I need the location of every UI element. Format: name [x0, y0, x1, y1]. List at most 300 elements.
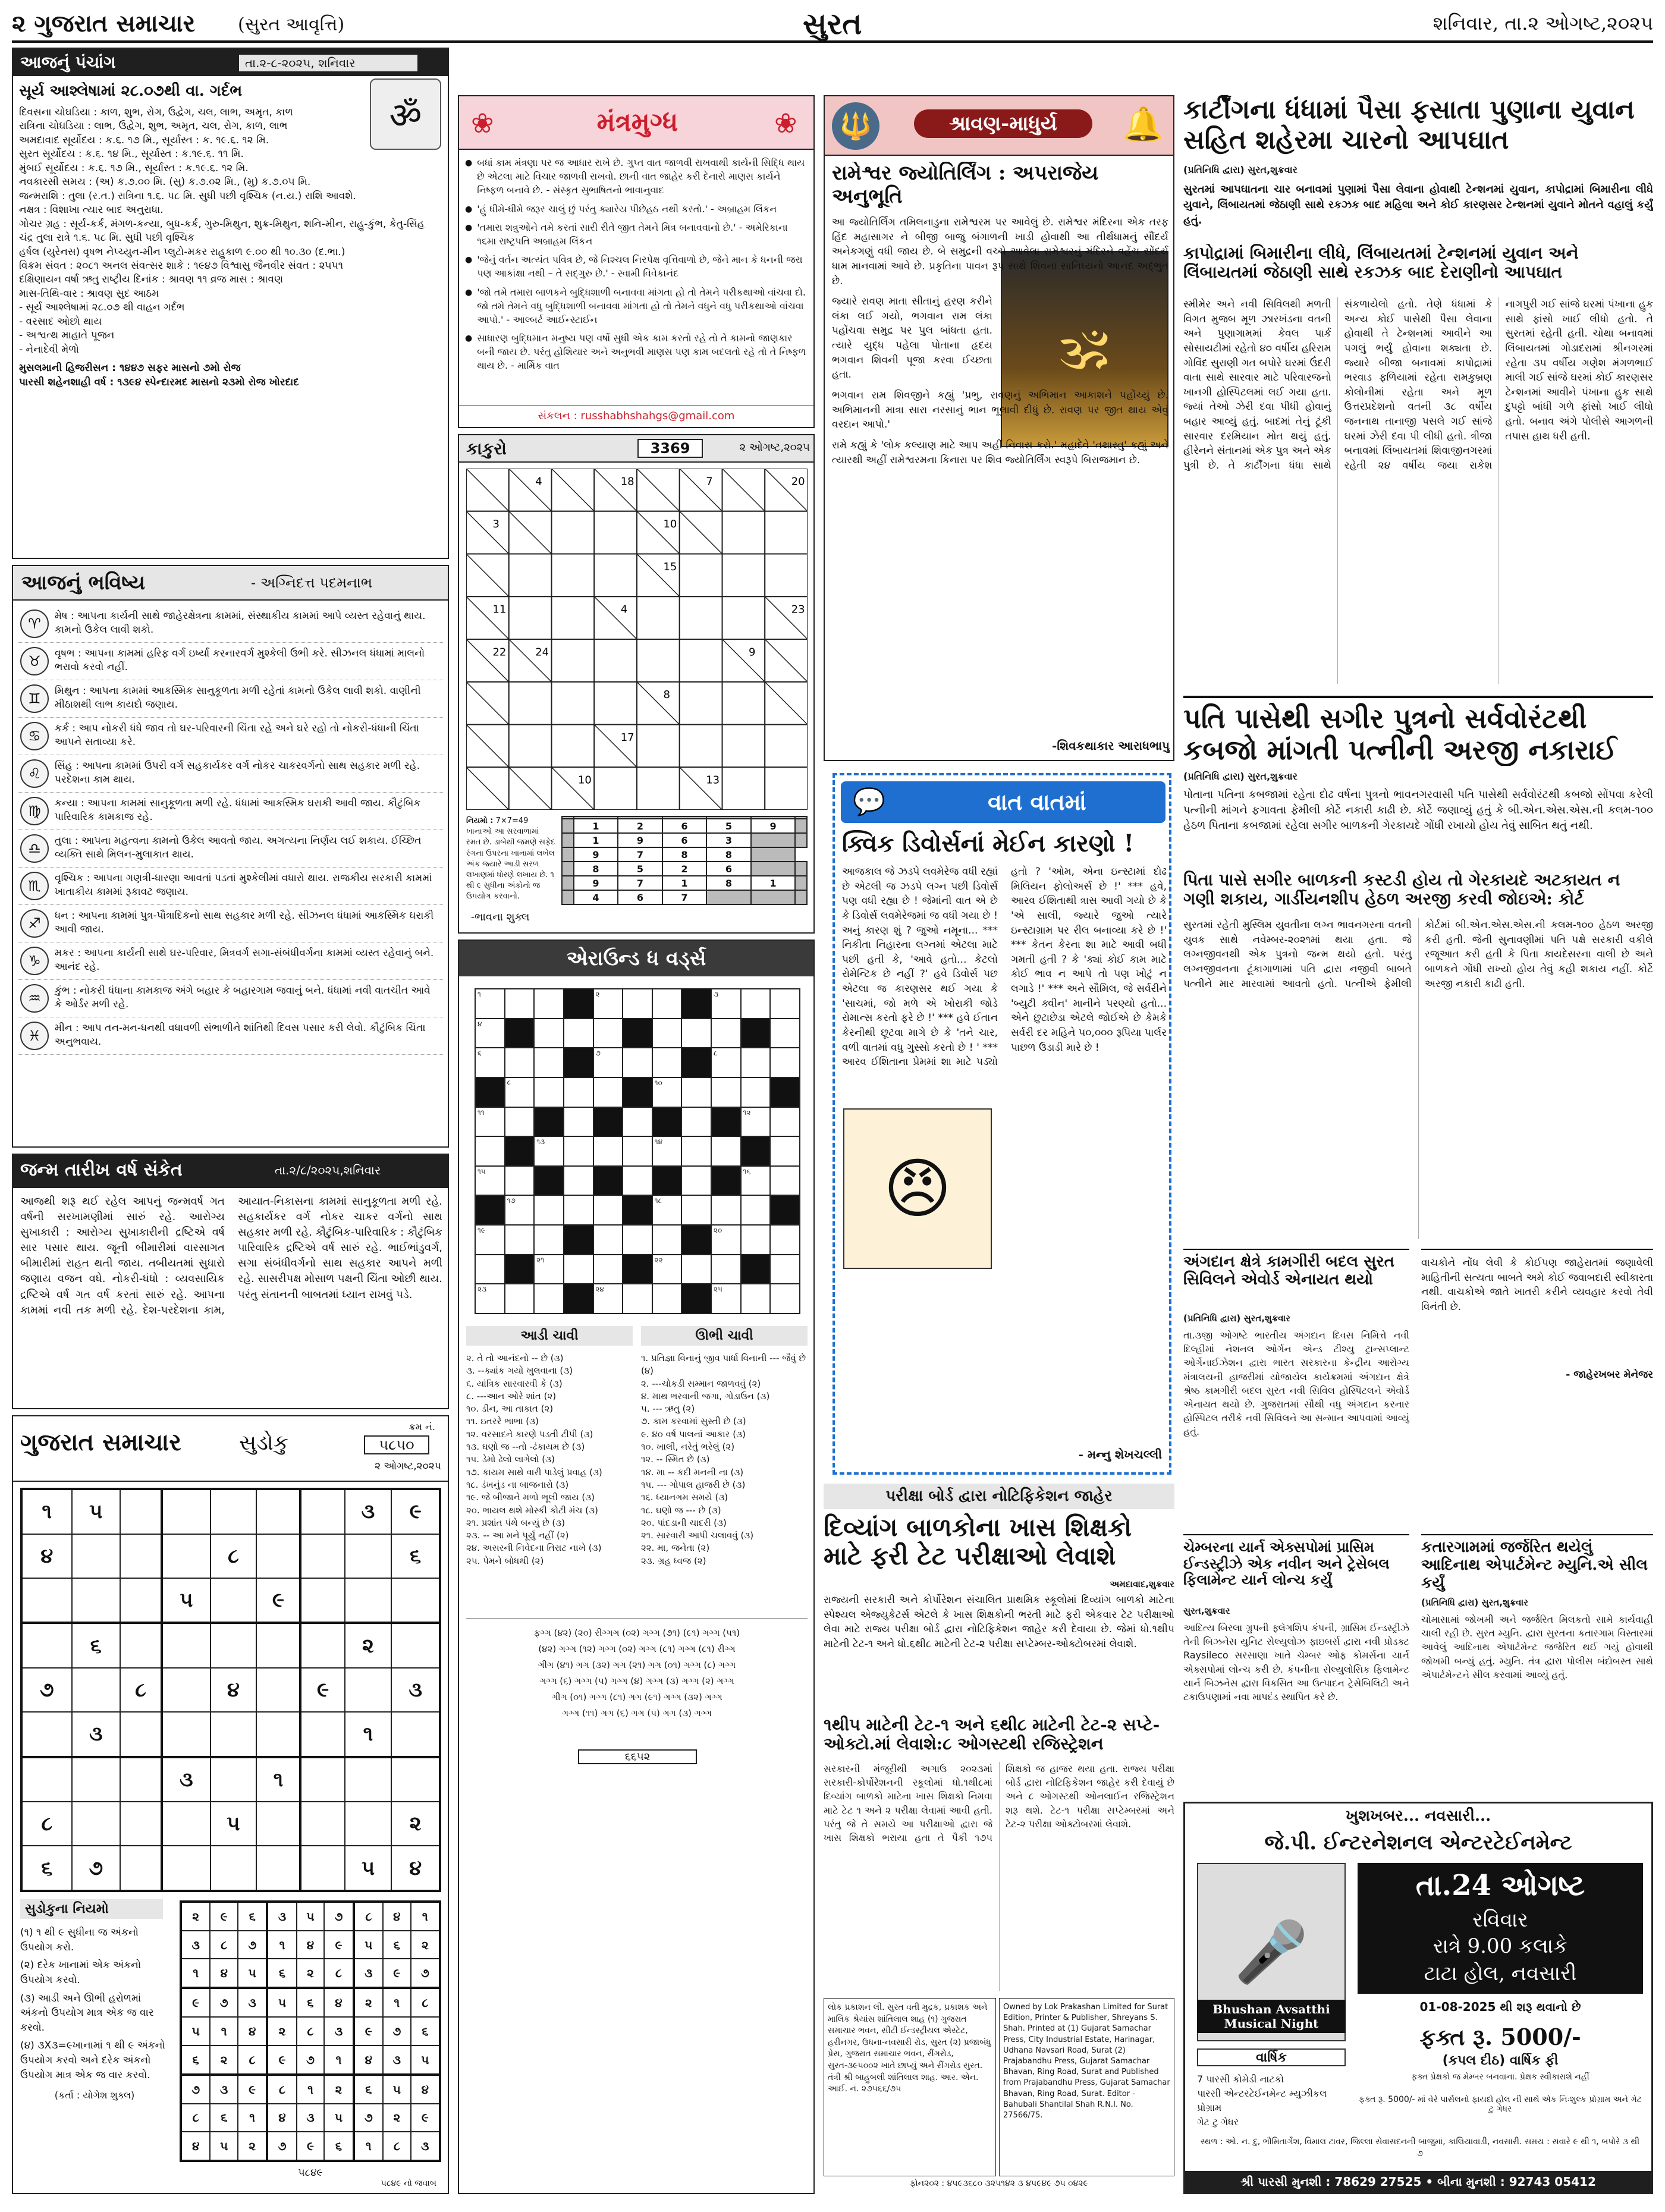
grid-cell[interactable]: ૫ — [72, 1489, 121, 1534]
grid-cell[interactable]: ૭ — [354, 2104, 383, 2132]
crossword-cell[interactable] — [593, 1136, 623, 1166]
grid-cell[interactable]: ૪ — [238, 2017, 267, 2045]
grid-cell[interactable]: ૪ — [210, 1959, 238, 1988]
crossword-cell[interactable] — [681, 1077, 711, 1107]
grid-cell[interactable]: ૩ — [345, 1489, 392, 1534]
crossword-cell[interactable] — [534, 1019, 564, 1048]
mantra-quote — [465, 331, 809, 373]
grid-cell[interactable] — [162, 1489, 211, 1534]
grid-cell[interactable]: ૭ — [324, 1902, 353, 1931]
kakuro-cell[interactable] — [765, 511, 808, 554]
crossword-cell[interactable] — [711, 989, 741, 1019]
kakuro-cell[interactable] — [509, 725, 552, 768]
crossword-cell[interactable] — [475, 1048, 505, 1077]
grid-cell[interactable]: ૧ — [238, 2104, 267, 2132]
crossword-cell[interactable] — [770, 1166, 800, 1196]
grid-cell[interactable]: ૨ — [391, 1802, 440, 1846]
crossword-cell[interactable] — [593, 1019, 623, 1048]
crossword-cell[interactable] — [711, 1048, 741, 1077]
grid-cell[interactable]: ૧ — [297, 2075, 325, 2104]
grid-cell[interactable]: ૮ — [210, 1931, 238, 1959]
grid-cell[interactable]: ૩ — [181, 1931, 210, 1959]
kakuro-cell[interactable] — [637, 639, 680, 682]
kakuro-cell[interactable] — [509, 682, 552, 725]
grid-cell[interactable]: ૩ — [72, 1712, 121, 1757]
grid-cell[interactable]: ૭ — [267, 2132, 296, 2161]
grid-cell[interactable] — [162, 1668, 211, 1712]
kakuro-cell[interactable] — [722, 767, 765, 810]
grid-cell[interactable]: ૯ — [300, 1668, 344, 1712]
grid-cell[interactable]: ૬ — [297, 1988, 325, 2017]
grid-cell[interactable]: ૧ — [210, 2017, 238, 2045]
kakuro-cell[interactable] — [509, 596, 552, 639]
kakuro-cell[interactable] — [594, 767, 637, 810]
grid-cell[interactable]: ૭ — [210, 1988, 238, 2017]
grid-cell[interactable]: ૫ — [162, 1578, 211, 1623]
grid-cell[interactable] — [256, 1668, 300, 1712]
grid-cell[interactable]: ૮ — [297, 2017, 325, 2045]
crossword-cell[interactable] — [711, 1077, 741, 1107]
grid-cell[interactable]: ૯ — [181, 1988, 210, 2017]
grid-cell[interactable] — [391, 1578, 440, 1623]
grid-cell[interactable] — [72, 1534, 121, 1578]
grid-cell[interactable]: ૫ — [211, 1802, 257, 1846]
grid-cell[interactable]: ૯ — [238, 2075, 267, 2104]
grid-cell[interactable] — [211, 1578, 257, 1623]
grid-cell[interactable]: ૪ — [21, 1534, 72, 1578]
grid-cell[interactable]: ૮ — [324, 1959, 353, 1988]
grid-cell[interactable] — [211, 1623, 257, 1668]
kakuro-cell[interactable] — [594, 639, 637, 682]
crossword-cell[interactable] — [593, 1048, 623, 1077]
kakuro-cell[interactable] — [594, 682, 637, 725]
kakuro-clue: 8 — [663, 689, 670, 702]
crossword-cell[interactable] — [475, 1107, 505, 1137]
grid-cell[interactable] — [21, 1757, 72, 1802]
crossword-cell[interactable] — [711, 1136, 741, 1166]
grid-cell[interactable]: ૭ — [72, 1846, 121, 1891]
grid-cell[interactable]: ૯ — [383, 1959, 411, 1988]
crossword-cell[interactable] — [475, 989, 505, 1019]
grid-cell[interactable] — [300, 1489, 344, 1534]
crossword-cell[interactable] — [505, 1166, 535, 1196]
crossword-cell[interactable] — [534, 989, 564, 1019]
crossword-cell[interactable] — [534, 1048, 564, 1077]
grid-cell[interactable]: ૯ — [210, 1902, 238, 1931]
crossword-cell[interactable] — [652, 1225, 682, 1255]
grid-cell[interactable]: ૫ — [411, 2046, 440, 2075]
kakuro-cell[interactable] — [680, 596, 722, 639]
crossword-cell[interactable] — [564, 1077, 593, 1107]
crossword-cell[interactable] — [652, 1284, 682, 1314]
grid-cell[interactable]: ૭ — [297, 2046, 325, 2075]
grid-cell[interactable] — [120, 1757, 162, 1802]
kakuro-cell[interactable] — [765, 554, 808, 597]
grid-cell[interactable]: ૬ — [267, 1959, 296, 1988]
grid-cell[interactable] — [256, 1712, 300, 1757]
crossword-cell[interactable] — [534, 1136, 564, 1166]
kakuro-cell[interactable] — [680, 725, 722, 768]
grid-cell[interactable] — [300, 1846, 344, 1891]
grid-cell[interactable]: ૯ — [256, 1578, 300, 1623]
grid-cell[interactable]: ૮ — [120, 1668, 162, 1712]
crossword-clue: (૪૨) ગગ્ગ (૧૨) ગગ્ગ (૦૨) ગગ્ગ (૮૧) ગગ્ગ (૮૧) રીગ્ગ — [538, 1644, 736, 1654]
crossword-cell[interactable] — [505, 1225, 535, 1255]
crossword-cell[interactable] — [711, 1225, 741, 1255]
crossword-cell[interactable] — [534, 1195, 564, 1225]
grid-cell[interactable]: ૪ — [354, 2046, 383, 2075]
kakuro-cell[interactable] — [637, 725, 680, 768]
crossword-cell[interactable] — [711, 1019, 741, 1048]
kakuro-cell[interactable] — [552, 511, 595, 554]
crossword-cell[interactable] — [534, 1255, 564, 1284]
grid-cell[interactable] — [211, 1757, 257, 1802]
grid-cell[interactable]: ૩ — [411, 2132, 440, 2161]
grid-cell[interactable] — [391, 1757, 440, 1802]
grid-cell[interactable] — [345, 1534, 392, 1578]
grid-cell[interactable]: ૫ — [267, 1988, 296, 2017]
crossword-clue: ૧૭. કાયમ સાથે વારી પાડેલું પ્રવાહ (૩) — [466, 1466, 602, 1478]
grid-cell[interactable]: ૨ — [181, 1902, 210, 1931]
grid-cell[interactable]: ૬ — [238, 1902, 267, 1931]
grid-cell[interactable]: ૬ — [21, 1846, 72, 1891]
grid-cell[interactable]: ૫ — [345, 1846, 392, 1891]
grid-cell[interactable]: ૬ — [411, 2017, 440, 2045]
kakuro-cell[interactable] — [637, 596, 680, 639]
grid-cell[interactable] — [120, 1534, 162, 1578]
grid-cell[interactable] — [345, 1668, 392, 1712]
crossword-cell[interactable] — [770, 1284, 800, 1314]
grid-cell[interactable]: ૪ — [181, 2132, 210, 2161]
crossword-cell[interactable] — [623, 1166, 652, 1196]
grid-cell[interactable]: ૬ — [210, 2104, 238, 2132]
crossword-cell[interactable] — [741, 989, 771, 1019]
grid-cell[interactable]: ૭ — [238, 1931, 267, 1959]
grid-cell[interactable] — [120, 1846, 162, 1891]
crossword-cell[interactable] — [652, 989, 682, 1019]
crossword-cell[interactable] — [681, 1136, 711, 1166]
grid-cell[interactable]: ૩ — [324, 2017, 353, 2045]
grid-cell[interactable]: ૮ — [21, 1802, 72, 1846]
grid-cell[interactable]: ૮ — [411, 1988, 440, 2017]
grid-cell[interactable] — [162, 1846, 211, 1891]
grid-cell[interactable]: ૯ — [267, 2046, 296, 2075]
grid-cell[interactable]: ૬ — [383, 1931, 411, 1959]
grid-cell[interactable]: ૬ — [324, 2132, 353, 2161]
grid-cell[interactable]: ૨ — [324, 2075, 353, 2104]
kakuro-cell[interactable] — [552, 639, 595, 682]
kakuro-cell[interactable] — [509, 554, 552, 597]
grid-cell[interactable]: ૫ — [238, 1959, 267, 1988]
grid-cell[interactable] — [256, 1846, 300, 1891]
crossword-cell[interactable] — [623, 1284, 652, 1314]
grid-cell[interactable] — [120, 1623, 162, 1668]
grid-cell[interactable]: ૪ — [383, 1902, 411, 1931]
crossword-cell[interactable] — [564, 1019, 593, 1048]
kakuro-cell[interactable] — [722, 596, 765, 639]
shravan-paragraph: ભગવાન રામ શિવજીને કહ્યું 'પ્રભુ, રાવણનું અભિમાન આકાશને પહોંચ્યું છે. અભિમાનની માત્રા સારા નરસાનું ભાન ભૂલાવી દીધું છે. રાવણ પર જીત થાય એવું વરદાન આપો.' — [832, 389, 1168, 431]
grid-cell[interactable]: ૪ — [391, 1846, 440, 1891]
crossword-cell[interactable] — [475, 1136, 505, 1166]
grid-cell[interactable] — [162, 1712, 211, 1757]
crossword-cell[interactable] — [770, 1048, 800, 1077]
kakuro-cell[interactable] — [637, 767, 680, 810]
grid-cell[interactable]: ૫ — [383, 2075, 411, 2104]
crossword-cell[interactable] — [741, 1195, 771, 1225]
grid-cell[interactable] — [162, 1534, 211, 1578]
grid-cell[interactable]: ૭ — [21, 1668, 72, 1712]
kakuro-cell[interactable] — [594, 554, 637, 597]
grid-cell[interactable] — [72, 1578, 121, 1623]
grid-cell[interactable] — [120, 1578, 162, 1623]
horoscope-text: વૃશ્ચિક : આપના ગણત્રી-ધારણા આવતાં પડતાં મુશ્કેલીમાં વધારો થાય. રાજકીય સરકારી કામમાં ખાતાકીય કામમાં રૂકાવટ જણાય. — [55, 872, 432, 898]
grid-cell[interactable]: ૯ — [411, 2104, 440, 2132]
grid-cell[interactable]: ૨ — [297, 1959, 325, 1988]
grid-cell[interactable]: ૧ — [267, 1931, 296, 1959]
grid-cell[interactable]: ૮ — [354, 1902, 383, 1931]
grid-cell[interactable]: ૨ — [354, 1988, 383, 2017]
crossword-cell[interactable] — [770, 1107, 800, 1137]
crossword-cell[interactable] — [741, 1166, 771, 1196]
grid-cell[interactable]: ૪ — [324, 1988, 353, 2017]
crossword-cell[interactable] — [593, 989, 623, 1019]
grid-cell[interactable] — [211, 1489, 257, 1534]
grid-cell[interactable]: ૧ — [21, 1489, 72, 1534]
grid-cell[interactable] — [162, 1802, 211, 1846]
kakuro-cell[interactable] — [552, 682, 595, 725]
crossword-cell[interactable] — [593, 1284, 623, 1314]
grid-cell[interactable]: ૫ — [210, 2132, 238, 2161]
grid-cell[interactable] — [300, 1712, 344, 1757]
crossword-cell[interactable] — [564, 1107, 593, 1137]
grid-cell[interactable] — [300, 1802, 344, 1846]
grid-cell[interactable]: ૮ — [181, 2104, 210, 2132]
crossword-cell[interactable] — [681, 1019, 711, 1048]
grid-cell[interactable]: ૭ — [383, 2017, 411, 2045]
crossword-cell[interactable] — [475, 1255, 505, 1284]
grid-cell[interactable]: ૨ — [383, 2104, 411, 2132]
crossword-cell[interactable] — [593, 1195, 623, 1225]
crossword-cell[interactable] — [623, 1136, 652, 1166]
crossword-cell[interactable] — [593, 1077, 623, 1107]
kakuro-cell[interactable] — [765, 725, 808, 768]
crossword-cell[interactable] — [623, 989, 652, 1019]
crossword-cell[interactable] — [741, 1284, 771, 1314]
grid-cell[interactable]: ૮ — [211, 1534, 257, 1578]
grid-cell[interactable] — [211, 1846, 257, 1891]
crossword-cell[interactable] — [564, 1166, 593, 1196]
crossword-cell[interactable] — [681, 1195, 711, 1225]
crossword-cell[interactable] — [741, 1225, 771, 1255]
crossword-cell[interactable] — [475, 1225, 505, 1255]
crossword-cell[interactable] — [505, 1107, 535, 1137]
grid-row — [21, 1846, 440, 1891]
grid-cell[interactable] — [256, 1489, 300, 1534]
grid-cell[interactable] — [300, 1623, 344, 1668]
grid-cell[interactable] — [300, 1578, 344, 1623]
crossword-cell[interactable] — [534, 1225, 564, 1255]
crossword-cell[interactable] — [741, 1107, 771, 1137]
grid-cell[interactable]: ૩ — [210, 2075, 238, 2104]
grid-cell[interactable] — [345, 1757, 392, 1802]
crossword-cell[interactable] — [681, 1166, 711, 1196]
grid-cell[interactable]: ૮ — [238, 2046, 267, 2075]
kakuro-cell[interactable] — [552, 554, 595, 597]
grid-cell[interactable]: ૯ — [297, 2132, 325, 2161]
grid-cell[interactable]: ૬ — [181, 2046, 210, 2075]
grid-cell[interactable] — [211, 1712, 257, 1757]
crossword-cell[interactable] — [475, 1019, 505, 1048]
crossword-cell[interactable] — [564, 1195, 593, 1225]
grid-cell[interactable]: ૧ — [324, 2046, 353, 2075]
grid-cell[interactable]: ૭ — [181, 2075, 210, 2104]
grid-cell[interactable] — [21, 1578, 72, 1623]
crossword-cell[interactable] — [652, 1077, 682, 1107]
crossword-cell[interactable] — [534, 1077, 564, 1107]
kakuro-cell[interactable] — [680, 682, 722, 725]
crossword-cell[interactable] — [475, 1166, 505, 1196]
grid-cell[interactable] — [300, 1757, 344, 1802]
crossword-cell[interactable] — [623, 1225, 652, 1255]
panchang-line: અમદાવાદ સૂર્યોદય : ક.૬. ૧૭ મિ., સૂર્યાસ્ત : ક. ૧૯.૬. ૧૨ મિ. — [19, 134, 269, 146]
grid-cell[interactable]: ૬ — [354, 2075, 383, 2104]
crossword-cell[interactable] — [623, 1107, 652, 1137]
crossword-cell[interactable] — [593, 1225, 623, 1255]
kakuro-cell[interactable] — [680, 554, 722, 597]
kakuro-cell[interactable] — [722, 682, 765, 725]
crossword-cell[interactable] — [652, 1136, 682, 1166]
grid-cell[interactable] — [72, 1802, 121, 1846]
crossword-row — [475, 1255, 800, 1284]
grid-cell[interactable]: ૧ — [411, 1902, 440, 1931]
grid-cell[interactable]: ૭ — [411, 1959, 440, 1988]
crossword-cell[interactable] — [593, 1255, 623, 1284]
grid-cell[interactable]: ૮ — [383, 2132, 411, 2161]
grid-cell[interactable] — [120, 1802, 162, 1846]
crossword-cell[interactable] — [564, 1136, 593, 1166]
grid-cell[interactable]: ૨ — [238, 2132, 267, 2161]
crossword-cell[interactable] — [534, 1284, 564, 1314]
grid-cell[interactable] — [256, 1802, 300, 1846]
crossword-cell[interactable] — [505, 1284, 535, 1314]
grid-cell[interactable]: ૯ — [354, 2017, 383, 2045]
crossword-cell[interactable] — [770, 989, 800, 1019]
grid-cell[interactable]: ૫ — [354, 1931, 383, 1959]
grid-cell[interactable]: ૬ — [72, 1623, 121, 1668]
crossword-cell[interactable] — [770, 1225, 800, 1255]
grid-cell[interactable]: ૪ — [411, 2075, 440, 2104]
crossword-cell[interactable] — [711, 1284, 741, 1314]
crossword-cell[interactable] — [652, 1019, 682, 1048]
grid-cell[interactable]: ૨ — [345, 1623, 392, 1668]
crossword-cell[interactable] — [741, 1048, 771, 1077]
grid-cell[interactable] — [162, 1623, 211, 1668]
crossword-cell[interactable] — [652, 1255, 682, 1284]
grid-cell[interactable] — [391, 1712, 440, 1757]
grid-cell[interactable]: ૩ — [354, 1959, 383, 1988]
grid-cell[interactable]: ૩ — [297, 2104, 325, 2132]
event-advertisement[interactable] — [1183, 1802, 1653, 2194]
kakuro-grid — [466, 469, 808, 810]
grid-cell[interactable]: ૩ — [391, 1668, 440, 1712]
grid-cell[interactable] — [256, 1623, 300, 1668]
kakuro-cell[interactable] — [594, 511, 637, 554]
grid-cell[interactable]: ૧ — [354, 2132, 383, 2161]
grid-cell[interactable]: ૧ — [383, 1988, 411, 2017]
crossword-cell[interactable] — [505, 1195, 535, 1225]
crossword-cell[interactable] — [652, 1048, 682, 1077]
crossword-cell[interactable] — [711, 1255, 741, 1284]
crossword-cell[interactable] — [505, 989, 535, 1019]
grid-cell[interactable] — [72, 1668, 121, 1712]
grid-cell[interactable]: ૪ — [297, 1931, 325, 1959]
grid-cell[interactable] — [391, 1623, 440, 1668]
grid-cell[interactable]: ૩ — [267, 1902, 296, 1931]
crossword-cell[interactable] — [623, 1048, 652, 1077]
grid-cell[interactable]: ૪ — [211, 1668, 257, 1712]
kakuro-cell[interactable] — [680, 639, 722, 682]
grid-cell[interactable]: ૬ — [391, 1534, 440, 1578]
grid-cell[interactable] — [72, 1757, 121, 1802]
crossword-cell[interactable] — [770, 1255, 800, 1284]
grid-cell[interactable]: ૯ — [391, 1489, 440, 1534]
grid-cell[interactable] — [345, 1802, 392, 1846]
grid-cell[interactable] — [345, 1578, 392, 1623]
grid-cell[interactable]: ૨ — [210, 2046, 238, 2075]
grid-cell[interactable] — [120, 1489, 162, 1534]
grid-cell[interactable]: ૩ — [162, 1757, 211, 1802]
crossword-cell[interactable] — [652, 1195, 682, 1225]
crossword-cell[interactable] — [741, 1077, 771, 1107]
grid-cell[interactable]: ૫ — [181, 2017, 210, 2045]
grid-cell[interactable]: ૩ — [383, 2046, 411, 2075]
kakuro-cell[interactable] — [552, 725, 595, 768]
grid-cell[interactable]: ૧ — [181, 1959, 210, 1988]
grid-cell[interactable] — [300, 1534, 344, 1578]
crossword-cell[interactable] — [505, 1077, 535, 1107]
grid-cell[interactable]: ૧ — [256, 1757, 300, 1802]
grid-cell[interactable]: ૯ — [324, 1931, 353, 1959]
kakuro-cell[interactable] — [765, 767, 808, 810]
grid-cell[interactable]: ૧ — [345, 1712, 392, 1757]
crossword-cell[interactable] — [681, 1255, 711, 1284]
crossword-cell[interactable] — [711, 1195, 741, 1225]
solution-cell: 6 — [706, 862, 751, 876]
crossword-cell[interactable] — [505, 1048, 535, 1077]
crossword-cell[interactable] — [681, 1107, 711, 1137]
kakuro-cell[interactable] — [722, 554, 765, 597]
kakuro-cell[interactable] — [722, 725, 765, 768]
grid-cell[interactable]: ૨ — [267, 2017, 296, 2045]
crossword-cell[interactable] — [770, 1019, 800, 1048]
shravan-header — [825, 96, 1173, 156]
grid-cell[interactable] — [256, 1534, 300, 1578]
grid-cell[interactable] — [120, 1712, 162, 1757]
crossword-cell[interactable] — [475, 1284, 505, 1314]
grid-cell[interactable]: ૫ — [297, 1902, 325, 1931]
grid-cell[interactable]: ૫ — [324, 2104, 353, 2132]
grid-cell[interactable] — [21, 1623, 72, 1668]
grid-cell[interactable]: ૪ — [267, 2104, 296, 2132]
grid-cell[interactable]: ૩ — [238, 1988, 267, 2017]
crossword-cell[interactable] — [564, 1255, 593, 1284]
kakuro-cell[interactable] — [552, 596, 595, 639]
grid-cell[interactable] — [21, 1712, 72, 1757]
crossword-cell[interactable] — [770, 1136, 800, 1166]
grid-cell[interactable]: ૨ — [411, 1931, 440, 1959]
grid-cell[interactable]: ૮ — [267, 2075, 296, 2104]
kakuro-cell[interactable] — [722, 511, 765, 554]
